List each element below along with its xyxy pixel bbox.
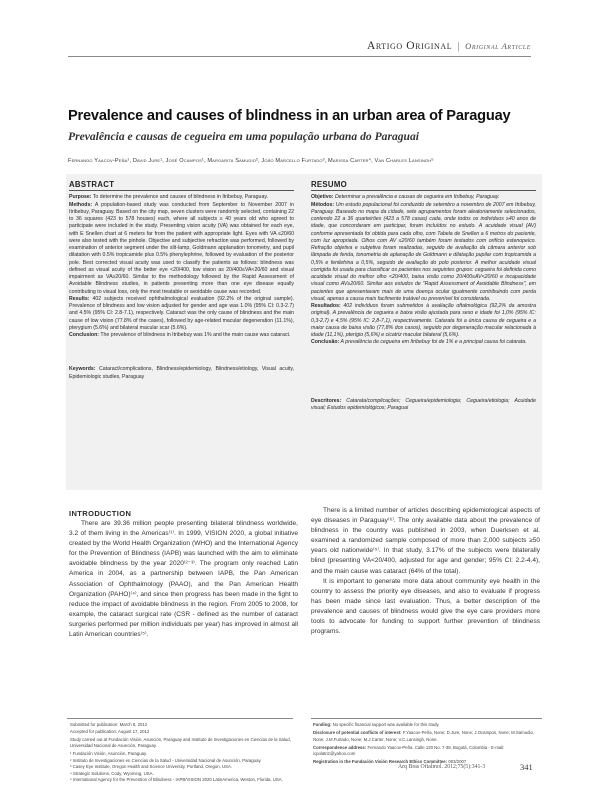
resumo-resultados: Resultados: 402 indivíduos foram submetidos à avaliação oftalmológica (92,2% da amostra original). A prevalência de cegueira e baixa visão ajustada para sexo e idade foi 1,0% (95% IC: 0,3-2,7) e 4,5% (95% IC: 2,8-7,1), respectivamente. Catarata foi a única causa de cegueira e a maior causa de baixa visão (77,8% dos casos), seguido por degeneração macular relacionada à idade (11,1%), pterígio (5,6%) e cicatriz macular bilateral (5,6%).	[311, 303, 536, 338]
study-location: Study carried out at Fundación Visión, Asunción, Paraguay and Instituto de Investigaciones en Ciencias de la Salud, Universidad Nacional de Asunción, Paraguay.	[70, 736, 291, 748]
resumo-descritores: Descritores: Catarata/complicações; Cegueira/epidemiologia; Cegueira/etiologia; Acuidade visual; Estudos epidemiológicos; Paraguai	[311, 397, 536, 411]
body-paragraph: There is a limited number of articles describing epidemiological aspects of eye diseases in Paraguay⁽⁶⁾. The only available data about the prevalence of blindness in the country was published in 2003, when Duerksen et al. examined a randomized sample composed of more than 2,000 subjects ≥50 years old nationwide⁽⁵⁾. In that study, 3.17% of the subjects were bilaterally blind (presenting VA<20/400, adjusted for age and gender; 95% CI: 2.2-4.4), and the main cause was cataract (64% of the total).	[311, 507, 540, 575]
correspondence-note: Correspondence address: Fernando Yaacov-Peña. Calle 120 No. 7-38, Bogotá, Colombia - E-mail: icpolatriz@yahoo.com	[313, 744, 505, 756]
section-label-en: Artigo Original	[366, 40, 453, 52]
submitted-date: Submitted for publication: March 8, 2012	[70, 722, 148, 727]
resumo-heading: RESUMO	[311, 180, 348, 189]
author-list: Fernando Yaacov-Peña¹, David Jure¹, José Ocampos¹, Margarita Samudio², João Marcello Furtado³, Marissa Carter⁴, Van Charles Lansingh⁵	[68, 158, 434, 164]
footnote-rule-left	[67, 718, 293, 719]
footnotes-right	[313, 722, 543, 766]
body-column-right	[311, 506, 540, 637]
section-header	[367, 40, 531, 52]
resumo-metodos: Métodos: Um estudo populacional foi conduzido de setembro a novembro de 2007 em Itribebuy, Paraguay. Baseado no mapa da cidade, sete agrupamentos foram aleatoriamente selecionados, contendo 22 a 36 quarteirões (423 a 578 casas) cada, onde todos os indivíduos ≥40 anos de idade, que concordaram em participar, foram incluídos no estudo. A acuidade visual (AV) conforme apresentada foi obtida para cada olho, com Tabela de Snellen a 6 metros do paciente, com luz apropriada. Olhos com AV ≤20/60 também foram testados com orifício estenopeico. Refração objetiva e subjetiva foram realizadas, seguido de avaliação da câmara anterior sob lâmpada de fenda, tonometria de aplanação de Goldmann e dilatação pupilar com tropicamida a 0,5% e fenilefrina a 0,5%, seguido de avaliação do polo posterior. A melhor acuidade visual corrigida foi usada para classificar os pacientes nos seguintes grupos: cegueira foi definida como acuidade visual do melhor olho <20/400, baixa visão como 20/400≤AV<20/60 e incapacidade visual como AV≥20/60. Similar aos estudos de "Rapid Assessment of Avoidable Blindness", em pacientes que apresentavam mais de uma doença ocular igualmente contribuindo com perda visual, apenas a causa mais facilmente tratável ou prevenível foi considerada.	[311, 201, 536, 302]
resumo-objetivo: Objetivo: Determinar a prevalência e causas de cegueira em Itribebuy, Paraguay.	[311, 194, 500, 201]
header-rule	[68, 56, 531, 57]
abstract-rule	[69, 190, 294, 191]
resumo-pt	[311, 181, 536, 412]
section-separator: |	[457, 40, 461, 52]
affiliation: ⁵ International Agency for the Prevention of Blindness - IAPB/VISION 2020 LatinAmerica, Weston, Florida, USA.	[70, 777, 283, 782]
affiliation: ² Instituto de Investigaciones en Ciencias de la Salud - Universidad Nacional de Asunción, Paraguay.	[70, 757, 262, 763]
footnote-rule-right	[311, 718, 542, 719]
abstract-en	[69, 181, 294, 381]
affiliation: ³ Casey Eye Institute, Oregon Health and Science University, Portland, Oregon, USA.	[70, 764, 233, 769]
article-subtitle-pt: Prevalência e causas de cegueira em uma população urbana do Paraguai	[68, 130, 420, 143]
page-number: 341	[520, 762, 533, 772]
disclosure-note: Disclosure of potential conflicts of interest: F.Yaacov-Peña, None; D.Jure, None; J.Ocampos, None; M.Samudio, None; J.M.Furtado, None; M.J.Carter, None; V.C.Lansingh, None.	[313, 730, 535, 742]
body-column-left	[69, 519, 298, 640]
funding-note: Funding: No specific financial support was available for this study.	[313, 722, 440, 727]
article-title: Prevalence and causes of blindness in an urban area of Paraguay	[68, 108, 511, 124]
abstract-methods: Methods: A population-based study was conducted from September to November 2007 in Itribebuy, Paraguay. Based on the city map, seven clusters were randomly selected, containing 22 to 36 squares (423 to 578 houses) each, where all subjects ≥ 40 years old who agreed to participate were included in the study. Presenting vision acuity (VA) was obtained for each eye, with E Snellen chart at 6 meters far from the patient with appropriate light. Eyes with VA ≤20/60 were also tested with the pinhole. Objective and subjective refraction was performed, followed by examination of anterior segment under the slit-lamp, Goldmann applanation tonometry, and pupil dilatation with 0.5% tropicamide plus 0.5% phenylephrine, followed by evaluation of the posterior pole. Best corrected visual acuity was used to classify the patients as follows: blindness was defined as visual acuity of the better eye <20/400, low vision as 20/400≤VA<20/60 and visual impairment as VA≥20/60. Similar to the methodology followed by the Rapid Assessment of Avoidable Blindness studies, in patients presenting more than one eye disease equally contributing to visual loss, only the most treatable or avoidable cause was recorded.	[69, 201, 294, 295]
affiliation: ¹ Fundación Visión, Asunción, Paraguay.	[70, 751, 147, 756]
body-paragraph: There are 39.36 million people presenting bilateral blindness worldwide, 3.2 of them living in the Americas⁽¹⁾. In 1999, VISION 2020, a global initiative created by the World Health Organization (WHO) and the International Agency for the Prevention of Blindness (IAPB) was launched with the aim to eliminate avoidable blindness by the year 2020⁽²⁻³⁾. The program only reached Latin America in 2004, as a partnership between IAPB, the Pan American Association of Ophthalmology (PAAO), and the Pan American Health Organization (PAHO)⁽⁴⁾, and since then progress has been made in the fight to reduce the impact of avoidable blindness in the region. From 2005 to 2008, for example, the cataract surgical rate (CSR - defined as the number of cataract surgeries performed per million individuals per year) has improved in almost all Latin American countries⁽⁵⁾.	[69, 520, 298, 639]
resumo-conclusao: Conclusão: A prevalência de cegueira em Itribebuy foi de 1% e a principal causa foi catarata.	[311, 339, 527, 346]
journal-citation: Arq Bras Oftalmol. 2012;75(5):341-3	[398, 764, 486, 770]
resumo-rule	[311, 190, 536, 191]
section-label-pt: Original Article	[465, 41, 531, 51]
affiliation: ⁴ Strategic Solutions, Cody, Wyoming, USA.	[70, 770, 154, 776]
footnotes-left	[70, 722, 296, 784]
accepted-date: Accepted for publication: August 17, 2012	[70, 728, 150, 734]
abstract-results: Results: 402 subjects received ophthalmological evaluation (92.2% of the original sample). Prevalence of blindness and low vision adjusted for gender and age was 1.0% (95% CI: 0.3-2.7) and 4.5% (95% CI: 2.8-7.1), respectively. Cataract was the only cause of blindness and the main cause of low vision (77.8% of the cases), followed by age-related macular degeneration (11.1%), pterygium (5.6%) and bilateral macular scar (5.6%).	[69, 295, 294, 331]
introduction-heading: INTRODUCTION	[69, 509, 132, 518]
abstract-heading: ABSTRACT	[69, 180, 115, 189]
abstract-conclusion: Conclusion: The prevalence of blindness in Itribebuy was 1% and the main cause was cataract.	[69, 332, 291, 338]
abstract-keywords: Keywords: Cataract/complications, Blindness/epidemiology, Blindness/etiology, Visual acuity, Epidemiologic studies, Paraguay	[69, 366, 294, 380]
abstract-purpose: Purpose: To determine the prevalence and causes of blindness in Itribebuy, Paraguay.	[69, 194, 268, 201]
body-paragraph: It is important to generate more data about community eye health in the country to assess the priority eye diseases, and also to evaluate if progress has been made since last evaluation. Thus, a better description of the prevalence and causes of blindness would give the eye care providers more tools to advocate for funding to support further prevention of blindness programs.	[311, 577, 540, 636]
registration-note: Registration in the Fundación Visión Research Ethics Committee: 003/2007	[313, 759, 467, 764]
